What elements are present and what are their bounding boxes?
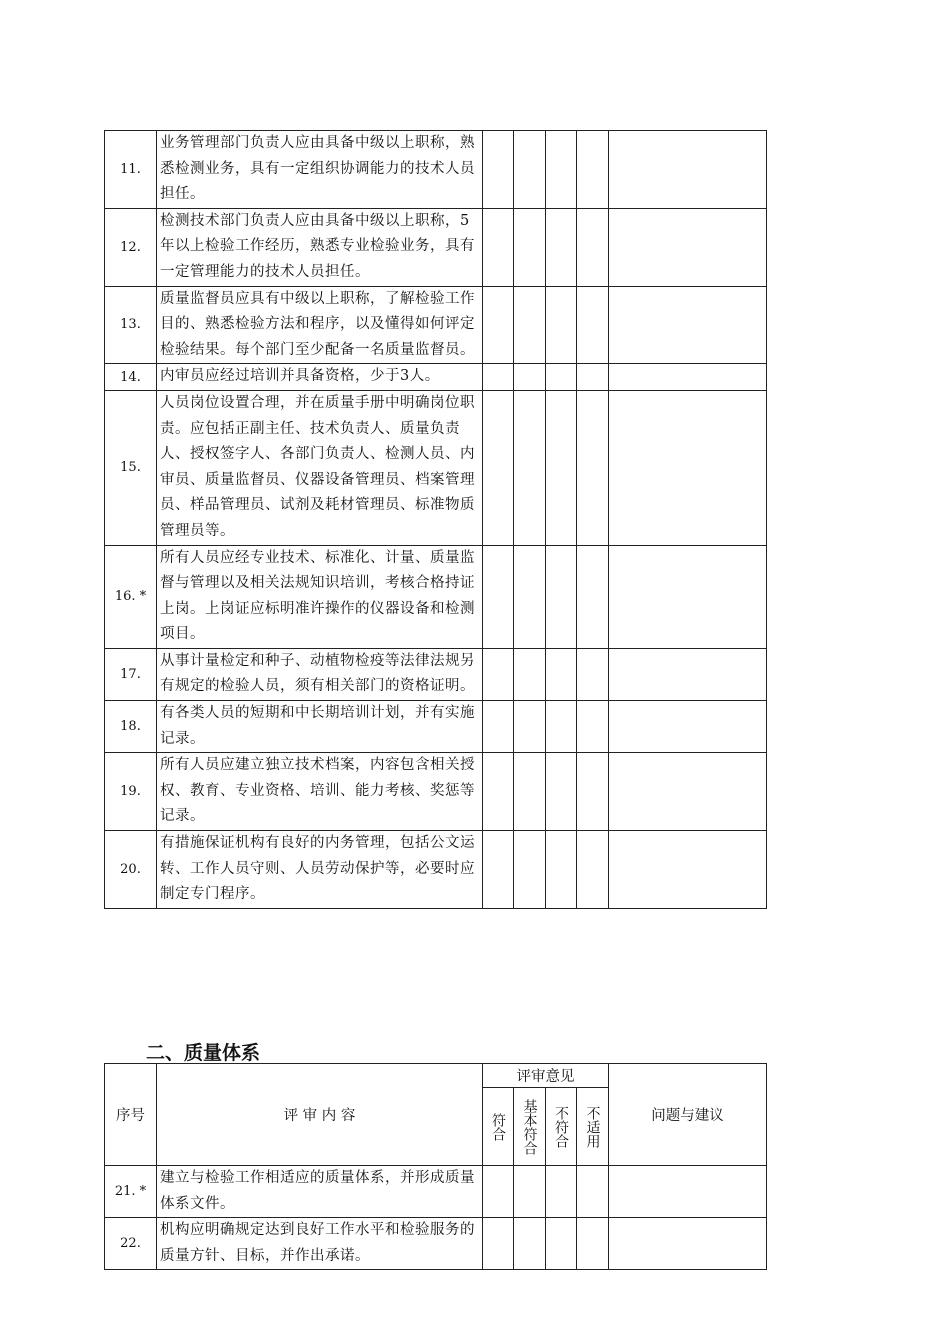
basic-conform-cell[interactable] (514, 208, 546, 286)
review-content: 建立与检验工作相适应的质量体系，并形成质量体系文件。 (157, 1166, 483, 1218)
table-row (105, 208, 767, 286)
review-content: 所有人员应经专业技术、标准化、计量、质量监督与管理以及相关法规知识培训，考核合格持证上岗。上岗证应标明准许操作的仪器设备和检测项目。 (157, 545, 483, 648)
not-applicable-cell[interactable] (577, 364, 609, 391)
review-content: 机构应明确规定达到良好工作水平和检验服务的质量方针、目标，并作出承诺。 (157, 1218, 483, 1270)
issues-cell[interactable] (609, 131, 767, 209)
issues-cell[interactable] (609, 753, 767, 831)
row-number: 17. (105, 648, 157, 700)
not-applicable-cell[interactable] (577, 286, 609, 364)
conform-cell[interactable] (483, 208, 514, 286)
basic-conform-cell[interactable] (514, 1166, 546, 1218)
basic-conform-cell[interactable] (514, 390, 546, 545)
conform-cell[interactable] (483, 831, 514, 909)
review-table-part1 (104, 130, 767, 909)
row-number: 19. (105, 753, 157, 831)
header-not-applicable: 不适用 (584, 1105, 601, 1148)
conform-cell[interactable] (483, 648, 514, 700)
row-number: 14. (105, 364, 157, 391)
issues-cell[interactable] (609, 208, 767, 286)
nonconform-cell[interactable] (546, 131, 577, 209)
table-row (105, 753, 767, 831)
conform-cell[interactable] (483, 701, 514, 753)
basic-conform-cell[interactable] (514, 753, 546, 831)
nonconform-cell[interactable] (546, 364, 577, 391)
nonconform-cell[interactable] (546, 648, 577, 700)
review-table-quality-system (104, 1063, 767, 1270)
basic-conform-cell[interactable] (514, 831, 546, 909)
review-content: 业务管理部门负责人应由具备中级以上职称，熟悉检测业务，具有一定组织协调能力的技术人员担任。 (157, 131, 483, 209)
header-conform: 符合 (490, 1112, 506, 1141)
conform-cell[interactable] (483, 131, 514, 209)
conform-cell[interactable] (483, 545, 514, 648)
review-content: 所有人员应建立独立技术档案，内容包含相关授权、教育、专业资格、培训、能力考核、奖惩等记录。 (157, 753, 483, 831)
table-row (105, 648, 767, 700)
nonconform-cell[interactable] (546, 753, 577, 831)
issues-cell[interactable] (609, 364, 767, 391)
table-row (105, 831, 767, 909)
issues-cell[interactable] (609, 831, 767, 909)
table-row (105, 131, 767, 209)
not-applicable-cell[interactable] (577, 831, 609, 909)
nonconform-cell[interactable] (546, 701, 577, 753)
table-row (105, 364, 767, 391)
header-nonconform: 不符合 (553, 1105, 569, 1148)
nonconform-cell[interactable] (546, 208, 577, 286)
row-number: 15. (105, 390, 157, 545)
row-number: 20. (105, 831, 157, 909)
nonconform-cell[interactable] (546, 831, 577, 909)
not-applicable-cell[interactable] (577, 753, 609, 831)
review-content: 内审员应经过培训并具备资格，少于3人。 (157, 364, 483, 391)
basic-conform-cell[interactable] (514, 648, 546, 700)
review-content: 质量监督员应具有中级以上职称，了解检验工作目的、熟悉检验方法和程序，以及懂得如何评定检验结果。每个部门至少配备一名质量监督员。 (157, 286, 483, 364)
conform-cell[interactable] (483, 286, 514, 364)
not-applicable-cell[interactable] (577, 648, 609, 700)
header-seq: 序号 (105, 1064, 157, 1166)
table-row (105, 1166, 767, 1218)
conform-cell[interactable] (483, 753, 514, 831)
issues-cell[interactable] (609, 1218, 767, 1270)
basic-conform-cell[interactable] (514, 701, 546, 753)
issues-cell[interactable] (609, 1166, 767, 1218)
nonconform-cell[interactable] (546, 390, 577, 545)
table-row (105, 390, 767, 545)
not-applicable-cell[interactable] (577, 131, 609, 209)
nonconform-cell[interactable] (546, 1166, 577, 1218)
basic-conform-cell[interactable] (514, 286, 546, 364)
conform-cell[interactable] (483, 1218, 514, 1270)
review-content: 检测技术部门负责人应由具备中级以上职称，5年以上检验工作经历，熟悉专业检验业务，具有一定管理能力的技术人员担任。 (157, 208, 483, 286)
review-content: 从事计量检定和种子、动植物检疫等法律法规另有规定的检验人员，须有相关部门的资格证明。 (157, 648, 483, 700)
table-row (105, 545, 767, 648)
conform-cell[interactable] (483, 1166, 514, 1218)
conform-cell[interactable] (483, 364, 514, 391)
not-applicable-cell[interactable] (577, 1218, 609, 1270)
nonconform-cell[interactable] (546, 1218, 577, 1270)
nonconform-cell[interactable] (546, 545, 577, 648)
basic-conform-cell[interactable] (514, 131, 546, 209)
issues-cell[interactable] (609, 648, 767, 700)
nonconform-cell[interactable] (546, 286, 577, 364)
row-number: 12. (105, 208, 157, 286)
row-number: 16. * (105, 545, 157, 648)
basic-conform-cell[interactable] (514, 1218, 546, 1270)
row-number: 21. * (105, 1166, 157, 1218)
section-title: 二、质量体系 (146, 1042, 261, 1064)
row-number: 22. (105, 1218, 157, 1270)
header-content: 评 审 内 容 (157, 1064, 483, 1166)
basic-conform-cell[interactable] (514, 364, 546, 391)
header-basic-conform: 基本符合 (521, 1098, 538, 1155)
table-row (105, 701, 767, 753)
review-content: 人员岗位设置合理，并在质量手册中明确岗位职责。应包括正副主任、技术负责人、质量负责人、授权签字人、各部门负责人、检测人员、内审员、质量监督员、仪器设备管理员、档案管理员、样品管理员、试剂及耗材管理员、标准物质管理员等。 (157, 390, 483, 545)
basic-conform-cell[interactable] (514, 545, 546, 648)
header-opinion: 评审意见 (483, 1064, 609, 1088)
table-row (105, 1218, 767, 1270)
row-number: 18. (105, 701, 157, 753)
not-applicable-cell[interactable] (577, 1166, 609, 1218)
header-issues: 问题与建议 (609, 1064, 767, 1166)
not-applicable-cell[interactable] (577, 545, 609, 648)
issues-cell[interactable] (609, 390, 767, 545)
not-applicable-cell[interactable] (577, 390, 609, 545)
issues-cell[interactable] (609, 701, 767, 753)
not-applicable-cell[interactable] (577, 701, 609, 753)
not-applicable-cell[interactable] (577, 208, 609, 286)
issues-cell[interactable] (609, 286, 767, 364)
conform-cell[interactable] (483, 390, 514, 545)
table-row (105, 286, 767, 364)
issues-cell[interactable] (609, 545, 767, 648)
review-content: 有措施保证机构有良好的内务管理，包括公文运转、工作人员守则、人员劳动保护等，必要时应制定专门程序。 (157, 831, 483, 909)
row-number: 11. (105, 131, 157, 209)
row-number: 13. (105, 286, 157, 364)
review-content: 有各类人员的短期和中长期培训计划，并有实施记录。 (157, 701, 483, 753)
